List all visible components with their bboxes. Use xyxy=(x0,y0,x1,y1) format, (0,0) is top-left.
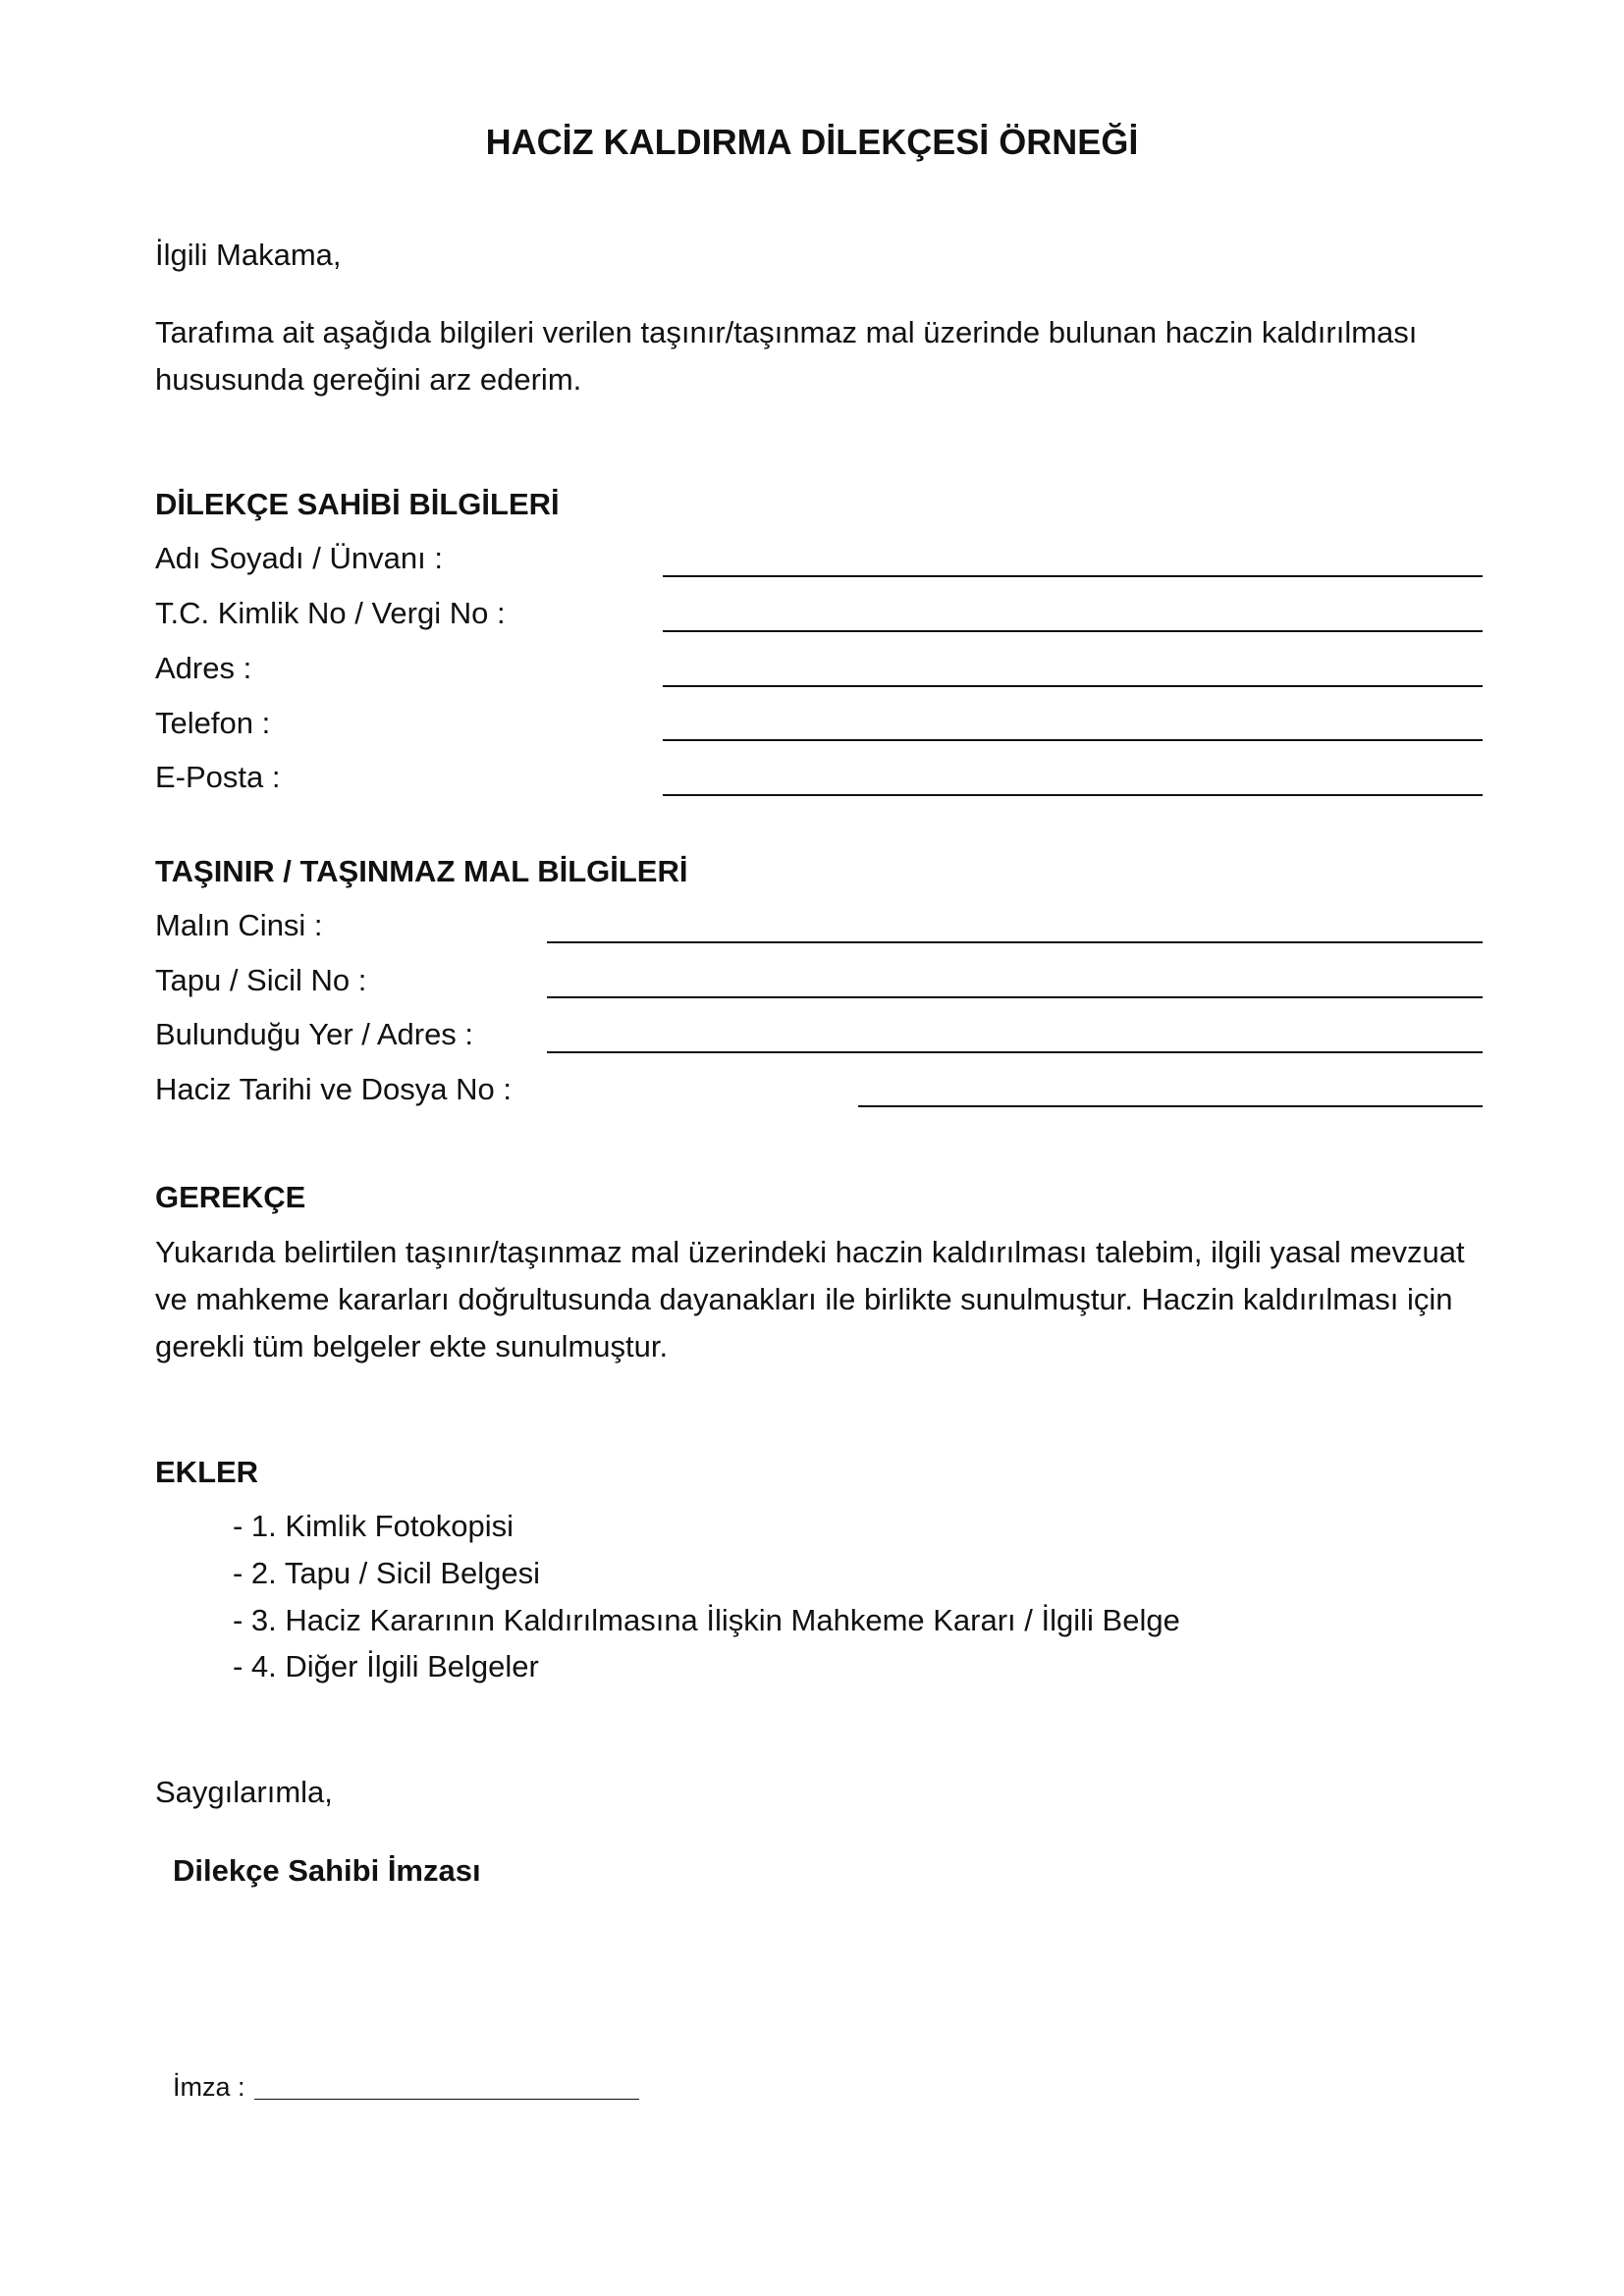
field-blank-email[interactable] xyxy=(663,794,1483,796)
field-label-phone: Telefon : xyxy=(155,706,271,740)
reason-section-heading: GEREKÇE xyxy=(155,1180,306,1214)
intro-line-2: hususunda gereğini arz ederim. xyxy=(155,362,582,397)
field-label-email: E-Posta : xyxy=(155,760,281,794)
signature-blank[interactable] xyxy=(254,2099,639,2100)
field-label-address: Adres : xyxy=(155,651,252,685)
property-section-heading: TAŞINIR / TAŞINMAZ MAL BİLGİLERİ xyxy=(155,854,688,888)
field-blank-address[interactable] xyxy=(663,685,1483,687)
intro-line-1: Tarafıma ait aşağıda bilgileri verilen taşınır/taşınmaz mal üzerinde bulunan haczin kaldırılması xyxy=(155,315,1418,349)
reason-line-1: Yukarıda belirtilen taşınır/taşınmaz mal üzerindeki haczin kaldırılması talebim, ilgili yasal mevzuat xyxy=(155,1235,1465,1269)
field-blank-property-type[interactable] xyxy=(547,941,1483,943)
field-label-location: Bulunduğu Yer / Adres : xyxy=(155,1017,474,1051)
reason-line-2: ve mahkeme kararları doğrultusunda dayanakları ile birlikte sunulmuştur. Haczin kaldırılması için xyxy=(155,1282,1453,1316)
reason-line-3: gerekli tüm belgeler ekte sunulmuştur. xyxy=(155,1329,669,1363)
field-label-id-number: T.C. Kimlik No / Vergi No : xyxy=(155,596,506,630)
attachment-item: - 3. Haciz Kararının Kaldırılmasına İlişkin Mahkeme Kararı / İlgili Belge xyxy=(233,1603,1180,1637)
field-label-deed-number: Tapu / Sicil No : xyxy=(155,963,367,997)
document-title: HACİZ KALDIRMA DİLEKÇESİ ÖRNEĞİ xyxy=(485,122,1139,162)
field-blank-id-number[interactable] xyxy=(663,630,1483,632)
closing-regards: Saygılarımla, xyxy=(155,1775,333,1809)
field-blank-seizure-date-file[interactable] xyxy=(858,1105,1483,1107)
field-blank-location[interactable] xyxy=(547,1051,1483,1053)
attachment-item: - 1. Kimlik Fotokopisi xyxy=(233,1509,514,1543)
attachment-item: - 4. Diğer İlgili Belgeler xyxy=(233,1649,539,1683)
field-label-name: Adı Soyadı / Ünvanı : xyxy=(155,541,443,575)
field-blank-phone[interactable] xyxy=(663,739,1483,741)
signature-label: İmza : xyxy=(173,2072,245,2102)
salutation: İlgili Makama, xyxy=(155,238,342,272)
field-blank-deed-number[interactable] xyxy=(547,996,1483,998)
field-blank-name[interactable] xyxy=(663,575,1483,577)
attachment-item: - 2. Tapu / Sicil Belgesi xyxy=(233,1556,541,1590)
field-label-property-type: Malın Cinsi : xyxy=(155,908,323,942)
field-label-seizure-date-file: Haciz Tarihi ve Dosya No : xyxy=(155,1072,512,1106)
applicant-section-heading: DİLEKÇE SAHİBİ BİLGİLERİ xyxy=(155,487,560,521)
signature-heading: Dilekçe Sahibi İmzası xyxy=(173,1853,481,1888)
attachments-section-heading: EKLER xyxy=(155,1455,259,1489)
